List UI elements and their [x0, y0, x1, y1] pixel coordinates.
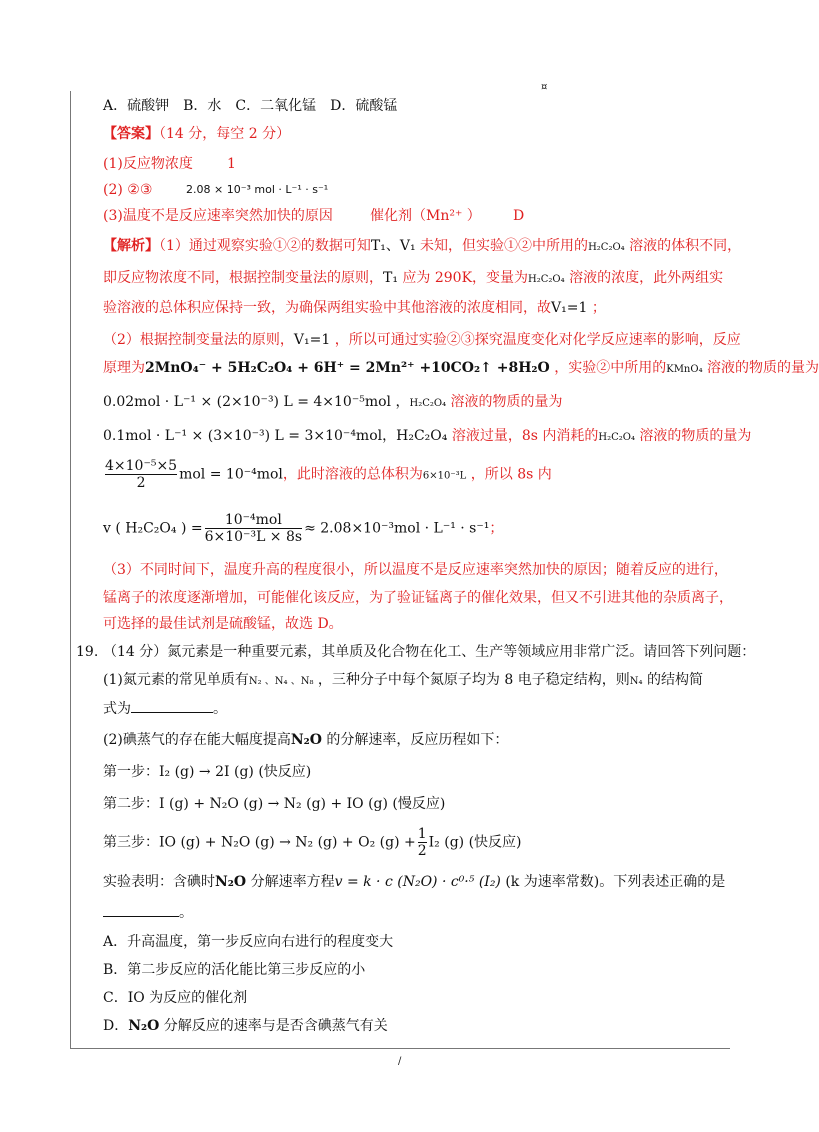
option-c: C．IO 为反应的催化剂	[103, 990, 248, 1006]
analysis-p3-line3: 可选择的最佳试剂是硫酸锰，故选 D。	[103, 616, 343, 632]
analysis-label: 【解析】	[103, 238, 159, 254]
q19-intro: 19. （14 分）氮元素是一种重要元素，其单质及化合物在化工、生产等领域应用非常广泛。请回答下列问题：	[76, 644, 756, 660]
step-3: 第三步：IO (g) + N₂O (g) → N₂ (g) + O₂ (g) + $\frac{1}{2}$ I₂ (g) (快反应)	[103, 826, 522, 859]
answer-points: （14 分，每空 2 分）	[159, 126, 291, 142]
analysis-p3-line2: 锰离子的浓度逐渐增加，可能催化该反应，为了验证锰离子的催化效果，但又不引进其他的杂质离子，	[103, 590, 733, 606]
q19-number: 19.	[76, 644, 99, 660]
step-2: 第二步：I (g) + N₂O (g) → N₂ (g) + IO (g) (慢反应)	[103, 796, 446, 812]
page-top-marker: ¤	[541, 82, 548, 93]
answer-1-value: 1	[227, 156, 236, 172]
frame-bottom-border	[70, 1048, 730, 1049]
analysis-p2-line3: 0.02mol · L⁻¹ × (2×10⁻³) L = 4×10⁻⁵mol ，H₂C₂O₄ 溶液的物质的量为	[103, 394, 563, 410]
analysis-p2-line6: v ( H₂C₂O₄ ) = $\frac{\text{10⁻⁴mol}}{\text{6×10⁻³L × 8s}}$ ≈ 2.08×10⁻³mol · L⁻¹ · s⁻¹；	[103, 512, 504, 545]
option-a: A．升高温度，第一步反应向右进行的程度变大	[103, 934, 394, 950]
analysis-p1-line2: 即反应物浓度不同，根据控制变量法的原则，T₁ 应为 290K，变量为H₂C₂O₄ 溶液的浓度，此外两组实	[103, 270, 724, 286]
answer-blank-structure[interactable]	[131, 698, 213, 713]
experiment-blank-line: 。	[103, 902, 193, 923]
answer-3-option: D	[513, 208, 525, 224]
q18-options: A．硫酸钾 B．水 C．二氧化锰 D．硫酸锰	[103, 98, 398, 114]
q19-s1-line1: (1)氮元素的常见单质有N₂ 、N₄ 、N₈ ，三种分子中每个氮原子均为 8 电子稳定结构，则N₄ 的结构简	[103, 672, 703, 688]
analysis-p3-line1: （3）不同时间下，温度升高的程度很小，所以温度不是反应速率突然加快的原因；随着反应的进行，	[103, 562, 728, 578]
answer-label: 【答案】	[103, 126, 159, 142]
answer-1-text: (1)反应物浓度	[103, 156, 193, 172]
answer-blank-statement[interactable]	[103, 902, 179, 917]
answer-3-text: (3)温度不是反应速率突然加快的原因	[103, 208, 333, 224]
fraction-half: $\frac{1}{2}$	[417, 826, 427, 859]
page-footer-mark: /	[398, 1056, 402, 1067]
option-b: B．第二步反应的活化能比第三步反应的小	[103, 962, 366, 978]
answer-1	[103, 154, 236, 174]
analysis-p2-line1: （2）根据控制变量法的原则，V₁=1 ，所以可通过实验②③探究温度变化对化学反应速率的影响，反应	[103, 332, 741, 348]
analysis-p2-line5: $\frac{\text{4×10⁻⁵×5}}{2}$ mol = 10⁻⁴mol，此时溶液的总体积为6×10⁻³L ，所以 8s 内	[105, 458, 552, 491]
answer-3-catalyst: 催化剂（Mn²⁺ ）	[370, 208, 481, 224]
frame-left-border	[70, 91, 71, 1049]
analysis-p2-line2: 原理为2MnO₄⁻ + 5H₂C₂O₄ + 6H⁺ = 2Mn²⁺ +10CO₂↑ +8H₂O ，实验②中所用的KMnO₄ 溶液的物质的量为	[103, 360, 819, 376]
analysis-p2-line4: 0.1mol · L⁻¹ × (3×10⁻³) L = 3×10⁻⁴mol，H₂C₂O₄ 溶液过量，8s 内消耗的H₂C₂O₄ 溶液的物质的量为	[103, 428, 752, 444]
option-d: D．N₂O 分解反应的速率与是否含碘蒸气有关	[103, 1018, 388, 1034]
analysis-p1-line1: 【解析】（1）通过观察实验①②的数据可知T₁、V₁ 未知，但实验①②中所用的H₂C₂O₄ 溶液的体积不同，	[103, 238, 742, 254]
step-1: 第一步：I₂ (g) → 2I (g) (快反应)	[103, 764, 312, 780]
fraction-moles: $\frac{\text{4×10⁻⁵×5}}{2}$	[105, 458, 178, 491]
answer-2-rate: 2.08 × 10⁻³ mol · L⁻¹ · s⁻¹	[186, 183, 329, 196]
q19-s2-intro: (2)碘蒸气的存在能大幅度提高N₂O 的分解速率，反应历程如下：	[103, 732, 509, 748]
q19-s1-line2: 式为 。	[103, 698, 227, 719]
answer-2-text: (2) ②③	[103, 182, 153, 198]
experiment-statement: 实验表明：含碘时N₂O 分解速率方程v = k · c (N₂O) · c⁰·⁵ (I₂) (k 为速率常数)。下列表述正确的是	[103, 874, 726, 890]
fraction-rate: $\frac{\text{10⁻⁴mol}}{\text{6×10⁻³L × 8s}}$	[204, 512, 303, 545]
answer-2	[103, 180, 152, 200]
answer-3	[103, 206, 333, 226]
answer-heading	[103, 124, 290, 144]
analysis-p1-line3: 验溶液的总体积应保持一致，为确保两组实验中其他溶液的浓度相同，故V₁=1 ；	[103, 300, 606, 316]
